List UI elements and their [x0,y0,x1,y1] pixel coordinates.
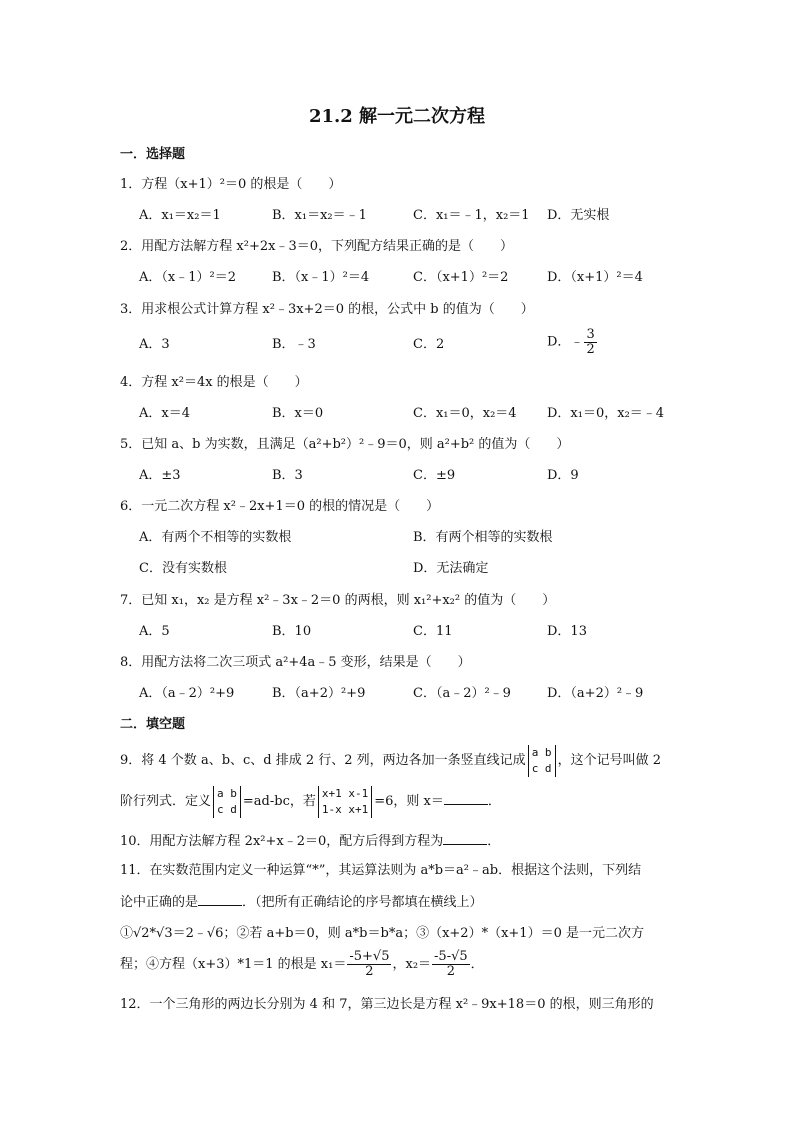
det-row-2: c d [217,802,237,816]
question-4-option-c: C．x₁＝0，x₂＝4 [413,406,517,421]
question-7-stem: 7．已知 x₁，x₂ 是方程 x²﹣3x﹣2＝0 的两根，则 x₁²+x₂² 的值为（ ） [120,593,556,608]
question-2-stem: 2．用配方法解方程 x²+2x﹣3＝0，下列配方结果正确的是（ ） [120,239,513,254]
question-5-option-d: D．9 [547,468,579,483]
question-11-line-1: 11．在实数范围内定义一种运算“*”，其运算法则为 a*b＝a²﹣ab．根据这个法则，下列结 [120,863,642,878]
question-5-option-c: C．±9 [413,468,456,483]
question-9-text-d: =ad-bc，若 [242,794,316,809]
question-6-option-c: C．没有实数根 [139,561,227,576]
question-7-option-a: A．5 [139,624,170,639]
fraction-three-halves [584,328,596,357]
determinant-abcd [528,745,556,777]
question-7-option-d: D．13 [547,624,587,639]
question-5-option-b: B．3 [272,468,303,483]
question-11-text-c: 程；④方程（x+3）*1＝1 的根是 x₁＝ [120,957,347,972]
question-5-option-a: A．±3 [139,468,181,483]
question-7-option-c: C．11 [413,624,453,639]
section-heading-fill: 二．填空题 [120,717,186,732]
answer-blank[interactable] [444,792,488,805]
question-11-text-b: ．（把所有正确结论的序号都填在横线上） [242,895,483,910]
page-title: 21.2 解一元二次方程 [308,106,486,127]
question-9-text-c: 阶行列式．定义 [120,794,212,809]
question-1-stem: 1．方程（x+1）²＝0 的根是（ ） [120,177,342,192]
section-heading-choice: 一．选择题 [120,147,186,162]
det-row-2: c d [531,761,552,775]
question-11-line-4 [120,948,484,982]
question-4-option-d: D．x₁＝0，x₂＝﹣4 [547,406,665,421]
question-11-line-2 [120,893,483,912]
det-row-2: 1-x x+1 [321,802,369,816]
question-1-option-c: C．x₁＝﹣1，x₂＝1 [413,208,530,223]
question-3-option-d: D．﹣ $\frac{3}{2}$ [547,327,595,357]
question-6-stem: 6．一元二次方程 x²﹣2x+1＝0 的根的情况是（ ） [120,499,440,514]
question-3-stem: 3．用求根公式计算方程 x²﹣3x+2＝0 的根，公式中 b 的值为（ ） [120,302,534,317]
det-row-1: x+1 x-1 [321,786,369,800]
question-6-option-d: D．无法确定 [413,561,489,576]
question-11-text-d: ，x₂＝ [392,957,432,972]
question-9-text-e: =6，则 x＝ [374,794,444,809]
question-8-option-b: B．（a+2）²+9 [272,686,366,701]
question-4-option-a: A．x＝4 [139,406,190,421]
det-row-1: a b [531,745,552,759]
question-7-option-b: B．10 [272,624,312,639]
question-8-option-d: D．（a+2）²﹣9 [547,686,644,701]
question-9-text-f: ． [487,794,501,809]
fraction-root-1 [347,950,391,979]
question-1-option-b: B．x₁＝x₂＝﹣1 [272,208,367,223]
question-1-option-a: A．x₁＝x₂＝1 [139,208,221,223]
question-11-text-e: ． [470,957,484,972]
fraction-denominator: 2 [586,342,595,357]
question-2-option-d: D．（x+1）²＝4 [547,270,643,285]
question-9-line-1 [120,743,661,779]
question-4-option-b: B．x＝0 [272,406,324,421]
question-5-stem: 5．已知 a、b 为实数，且满足（a²+b²）²﹣9＝0，则 a²+b² 的值为（ ） [120,437,570,452]
answer-blank[interactable] [198,893,242,906]
determinant-condition [318,786,372,818]
question-3-option-a: A．3 [139,337,170,352]
fraction-numerator: -5-√5 [434,949,468,964]
question-12-line-1: 12．一个三角形的两边长分别为 4 和 7，第三边长是方程 x²﹣9x+18＝0 的根，则三角形的 [120,997,654,1012]
answer-blank[interactable] [443,832,487,845]
question-6-option-b: B．有两个相等的实数根 [413,530,553,545]
question-1-option-d: D．无实根 [547,208,610,223]
fraction-denominator: 2 [365,964,374,979]
question-2-option-a: A．（x﹣1）²＝2 [139,270,236,285]
fraction-root-2 [432,950,470,979]
det-row-1: a b [217,786,237,800]
question-3-option-c: C．2 [413,337,445,352]
question-11-text-a: 论中正确的是 [120,895,199,910]
question-2-option-c: C．（x+1）²＝2 [413,270,509,285]
question-4-stem: 4．方程 x²＝4x 的根是（ ） [120,375,308,390]
question-2-option-b: B．（x﹣1）²＝4 [272,270,370,285]
question-8-option-a: A．（a﹣2）²+9 [139,686,235,701]
option-d-prefix: D． [547,334,571,350]
question-10-end: ． [487,834,501,849]
determinant-definition [213,786,241,818]
fraction-numerator: 3 [586,327,595,342]
question-6-option-a: A．有两个不相等的实数根 [139,530,292,545]
question-10 [120,832,500,851]
question-10-text: 10．用配方法解方程 2x²+x﹣2＝0，配方后得到方程为 [120,834,444,849]
fraction-numerator: -5+√5 [349,949,390,964]
question-9-line-2 [120,784,501,820]
question-8-option-c: C．（a﹣2）²﹣9 [413,686,511,701]
question-8-stem: 8．用配方法将二次三项式 a²+4a﹣5 变形，结果是（ ） [120,655,471,670]
question-9-text-a: 9．将 4 个数 a、b、c、d 排成 2 行、2 列，两边各加一条竖直线记成 [120,753,526,768]
question-3-option-b: B．﹣3 [272,337,316,352]
fraction-denominator: 2 [446,964,455,979]
question-11-line-3: ①√2*√3＝2﹣√6；②若 a+b＝0，则 a*b＝b*a；③（x+2）*（x+1）＝0 是一元二次方 [120,926,644,941]
question-9-text-b: ，这个记号叫做 2 [557,753,661,768]
